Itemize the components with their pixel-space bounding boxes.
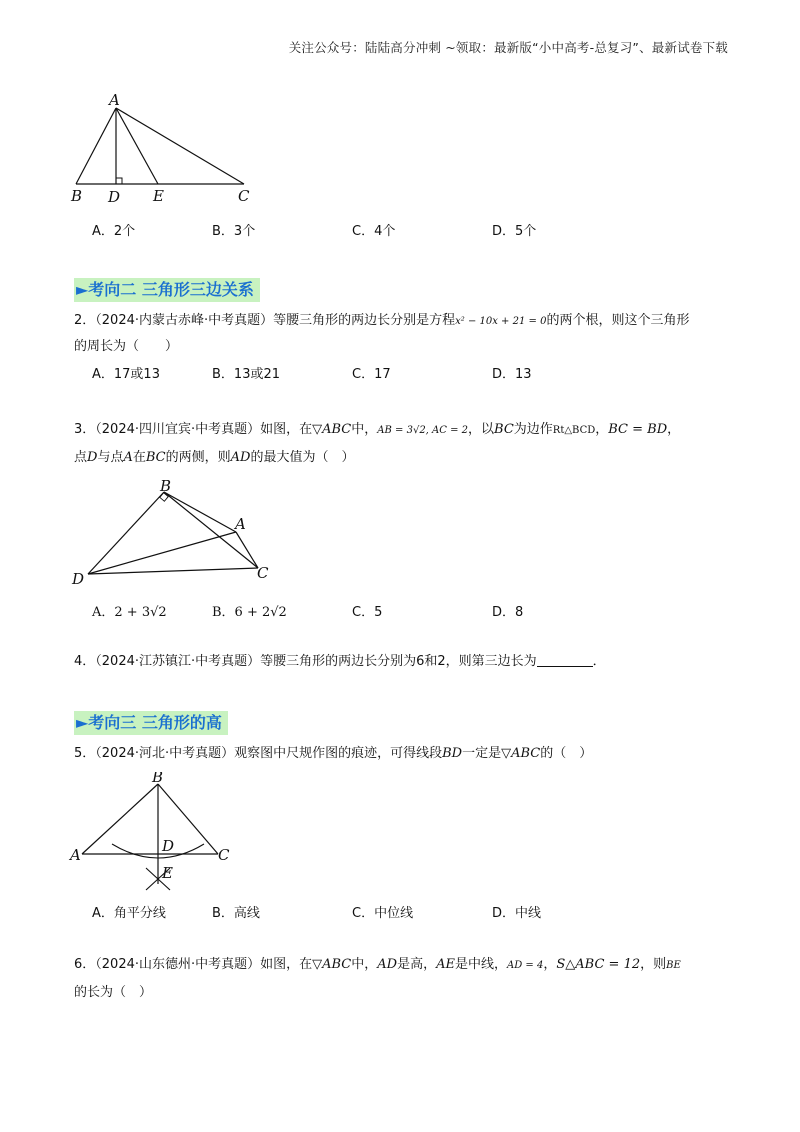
label-E: E [162, 864, 173, 882]
q3-option-b: B．6 + 2√2 [212, 605, 287, 620]
section-heading-2: ►考向二 三角形三边关系 [74, 278, 260, 302]
label-C: C [238, 187, 250, 205]
q6-line-1: 6．（2024·山东德州·中考真题）如图，在▽ABC中，AD是高，AE是中线，AD = 4，S△ABC = 12，则BE [74, 957, 681, 972]
q1-option-a: A．2个 [92, 224, 136, 239]
q5-option-b: B．高线 [212, 906, 260, 921]
q3-option-d: D．8 [492, 605, 524, 620]
q2-option-b: B．13或21 [212, 367, 281, 382]
q2-option-a: A．17或13 [92, 367, 160, 382]
section-heading-3: ►考向三 三角形的高 [74, 711, 228, 735]
label-B: B [71, 187, 83, 205]
q5-option-d: D．中线 [492, 906, 542, 921]
q2-line-2: 的周长为（ ） [74, 339, 179, 354]
label-A: A [70, 846, 81, 864]
label-C: C [218, 846, 230, 864]
figure-5-construction [68, 772, 248, 894]
label-E: E [153, 187, 164, 205]
label-A: A [235, 515, 246, 533]
label-C: C [257, 564, 269, 582]
label-D: D [72, 570, 85, 588]
q2-line-1: 2．（2024·内蒙古赤峰·中考真题）等腰三角形的两边长分别是方程x² − 10x + 21 = 0的两个根，则这个三角形 [74, 313, 690, 328]
q3-line-2: 点D与点A在BC的两侧，则AD的最大值为（ ） [74, 450, 355, 465]
q3-option-a: A．2 + 3√2 [92, 605, 167, 620]
q2-option-d: D．13 [492, 367, 532, 382]
q3-line-1: 3．（2024·四川宜宾·中考真题）如图，在▽ABC中，AB = 3√2, AC = 2，以BC为边作Rt△BCD，BC = BD， [74, 422, 681, 437]
q5-option-c: C．中位线 [352, 906, 414, 921]
q5-option-a: A．角平分线 [92, 906, 166, 921]
label-D: D [162, 837, 175, 855]
figure-3-quadrilateral [68, 476, 288, 588]
q6-line-2: 的长为（ ） [74, 985, 153, 1000]
q2-option-c: C．17 [352, 367, 391, 382]
q1-option-c: C．4个 [352, 224, 396, 239]
label-B: B [160, 477, 172, 495]
label-B: B [152, 772, 164, 786]
label-A: A [109, 92, 120, 109]
figure-1-triangle [66, 92, 266, 208]
q5-line-1: 5．（2024·河北·中考真题）观察图中尺规作图的痕迹，可得线段BD一定是▽ABC的（ ） [74, 746, 593, 761]
answer-blank[interactable] [537, 652, 593, 667]
page-header: 关注公众号：陆陆高分冲刺 ~领取：最新版“小中高考-总复习”、最新试卷下载 [288, 40, 728, 55]
q4-line: 4．（2024·江苏镇江·中考真题）等腰三角形的两边长分别为6和2，则第三边长为 ． [74, 654, 606, 669]
q1-option-b: B．3个 [212, 224, 256, 239]
q1-option-d: D．5个 [492, 224, 537, 239]
label-D: D [108, 188, 121, 206]
q3-option-c: C．5 [352, 605, 383, 620]
